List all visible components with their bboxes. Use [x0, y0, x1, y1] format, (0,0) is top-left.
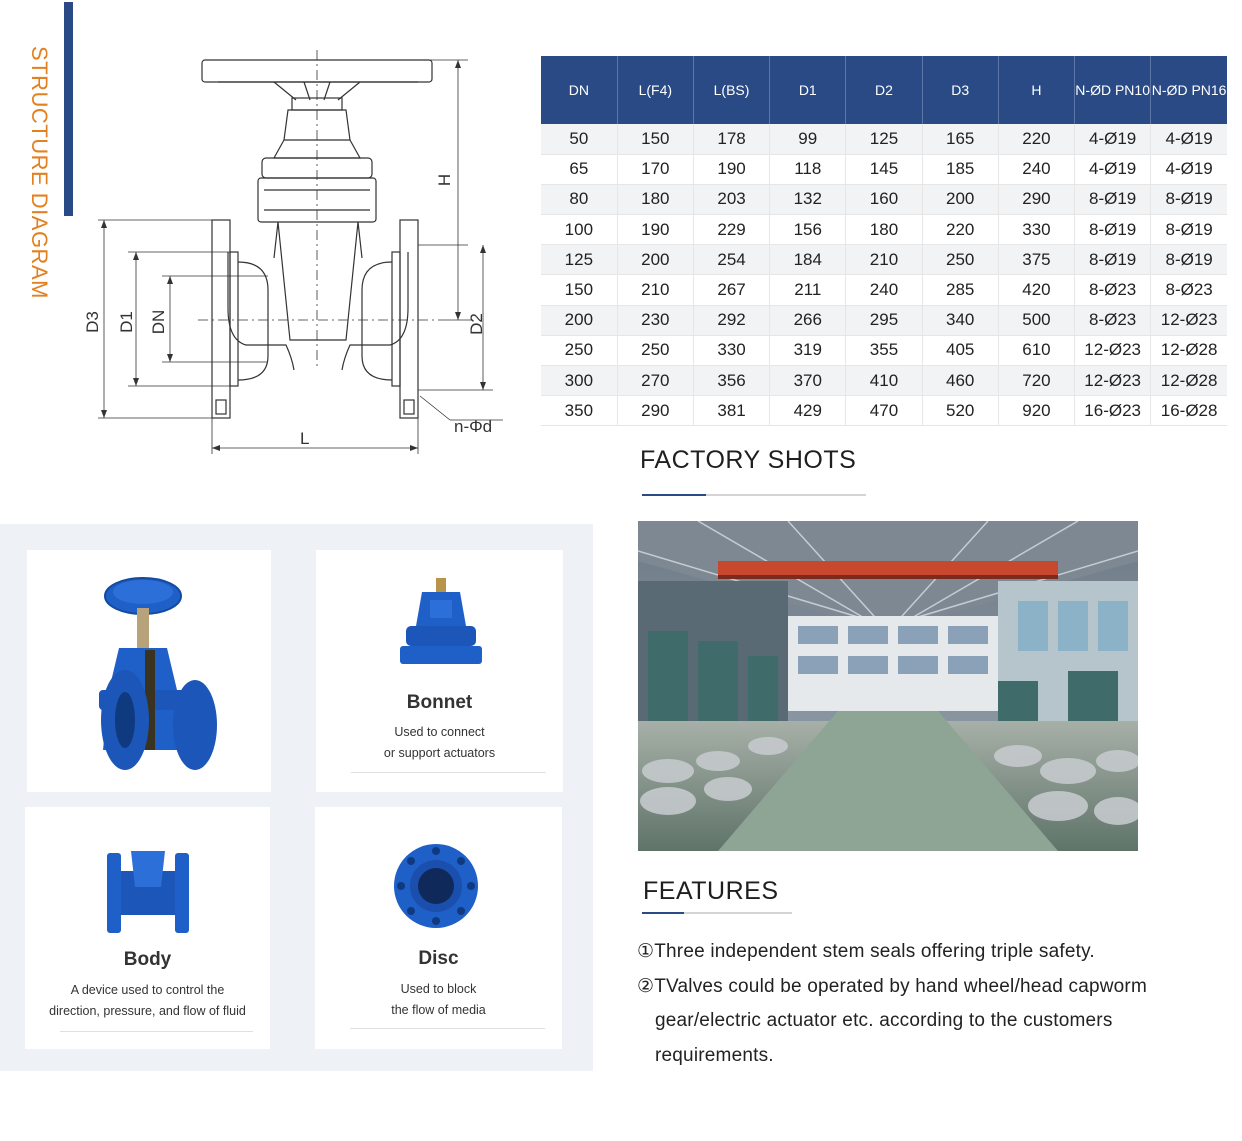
table-row — [541, 245, 1227, 275]
table-cell: 203 — [693, 184, 769, 214]
table-cell: 920 — [998, 396, 1074, 426]
table-cell: 240 — [846, 275, 922, 305]
part-desc: the flow of media — [391, 1003, 486, 1017]
col-header: L(BS) — [693, 56, 769, 124]
table-cell: 8-Ø19 — [1151, 184, 1227, 214]
table-cell: 8-Ø19 — [1151, 215, 1227, 245]
table-cell: 160 — [846, 184, 922, 214]
table-cell: 125 — [541, 245, 617, 275]
table-cell: 420 — [998, 275, 1074, 305]
spec-header-row — [541, 56, 1227, 124]
col-header: D3 — [922, 56, 998, 124]
col-header: D1 — [770, 56, 846, 124]
table-cell: 285 — [922, 275, 998, 305]
table-cell: 132 — [770, 184, 846, 214]
table-cell: 184 — [770, 245, 846, 275]
table-cell: 410 — [846, 366, 922, 396]
table-cell: 4-Ø19 — [1075, 154, 1151, 184]
table-cell: 220 — [922, 215, 998, 245]
table-row — [541, 275, 1227, 305]
table-cell: 65 — [541, 154, 617, 184]
table-cell: 720 — [998, 366, 1074, 396]
table-cell: 210 — [617, 275, 693, 305]
table-cell: 180 — [617, 184, 693, 214]
col-header: DN — [541, 56, 617, 124]
table-cell: 295 — [846, 305, 922, 335]
table-cell: 520 — [922, 396, 998, 426]
table-cell: 80 — [541, 184, 617, 214]
part-desc: direction, pressure, and flow of fluid — [49, 1004, 246, 1018]
part-card-bonnet — [316, 550, 563, 792]
col-header: L(F4) — [617, 56, 693, 124]
valve-structure-drawing — [78, 40, 538, 460]
table-cell: 185 — [922, 154, 998, 184]
body-image — [105, 847, 191, 937]
table-cell: 50 — [541, 124, 617, 154]
col-header: D2 — [846, 56, 922, 124]
factory-photo — [638, 521, 1138, 851]
table-cell: 200 — [617, 245, 693, 275]
label-l: L — [300, 429, 310, 448]
table-cell: 150 — [541, 275, 617, 305]
feature-item-2: ②TValves could be operated by hand wheel/head capworm — [637, 976, 1147, 997]
table-cell: 405 — [922, 335, 998, 365]
table-cell: 12-Ø23 — [1151, 305, 1227, 335]
table-cell: 500 — [998, 305, 1074, 335]
table-cell: 240 — [998, 154, 1074, 184]
table-cell: 254 — [693, 245, 769, 275]
label-h: H — [435, 173, 454, 187]
title-accent-bar — [64, 2, 73, 216]
label-d3: D3 — [83, 311, 102, 333]
table-cell: 8-Ø19 — [1075, 215, 1151, 245]
label-d1: D1 — [117, 311, 136, 333]
table-cell: 8-Ø19 — [1151, 245, 1227, 275]
features-title: FEATURES — [643, 877, 779, 905]
table-cell: 200 — [541, 305, 617, 335]
label-nphid: n-Φd — [454, 417, 493, 436]
table-cell: 330 — [998, 215, 1074, 245]
table-cell: 220 — [998, 124, 1074, 154]
table-cell: 210 — [846, 245, 922, 275]
table-cell: 4-Ø19 — [1151, 154, 1227, 184]
table-cell: 250 — [617, 335, 693, 365]
part-name: Bonnet — [406, 692, 473, 713]
part-desc: A device used to control the — [70, 983, 225, 997]
table-cell: 12-Ø28 — [1151, 366, 1227, 396]
table-cell: 270 — [617, 366, 693, 396]
label-dn: DN — [149, 309, 168, 335]
table-cell: 190 — [693, 154, 769, 184]
table-row — [541, 335, 1227, 365]
table-cell: 319 — [770, 335, 846, 365]
table-cell: 460 — [922, 366, 998, 396]
table-cell: 8-Ø19 — [1075, 184, 1151, 214]
table-cell: 229 — [693, 215, 769, 245]
table-cell: 16-Ø23 — [1075, 396, 1151, 426]
table-cell: 350 — [541, 396, 617, 426]
table-cell: 99 — [770, 124, 846, 154]
table-cell: 180 — [846, 215, 922, 245]
table-cell: 170 — [617, 154, 693, 184]
table-cell: 340 — [922, 305, 998, 335]
table-cell: 370 — [770, 366, 846, 396]
table-cell: 165 — [922, 124, 998, 154]
spec-table — [541, 56, 1227, 426]
table-cell: 290 — [617, 396, 693, 426]
table-cell: 178 — [693, 124, 769, 154]
table-cell: 266 — [770, 305, 846, 335]
part-card-disc — [315, 807, 562, 1049]
table-cell: 12-Ø23 — [1075, 335, 1151, 365]
gate-valve-image — [27, 550, 271, 792]
table-cell: 150 — [617, 124, 693, 154]
table-cell: 8-Ø23 — [1151, 275, 1227, 305]
table-cell: 125 — [846, 124, 922, 154]
divider — [60, 1031, 253, 1032]
table-cell: 381 — [693, 396, 769, 426]
bonnet-image — [396, 576, 486, 672]
table-cell: 470 — [846, 396, 922, 426]
table-cell: 8-Ø23 — [1075, 305, 1151, 335]
col-header: H — [998, 56, 1074, 124]
table-cell: 12-Ø23 — [1075, 366, 1151, 396]
table-cell: 610 — [998, 335, 1074, 365]
divider — [350, 1028, 545, 1029]
table-cell: 290 — [998, 184, 1074, 214]
table-cell: 230 — [617, 305, 693, 335]
spec-table-body — [541, 124, 1227, 426]
table-cell: 355 — [846, 335, 922, 365]
table-cell: 356 — [693, 366, 769, 396]
table-cell: 375 — [998, 245, 1074, 275]
table-cell: 190 — [617, 215, 693, 245]
table-row — [541, 124, 1227, 154]
table-cell: 156 — [770, 215, 846, 245]
part-name: Disc — [418, 948, 459, 969]
table-cell: 8-Ø23 — [1075, 275, 1151, 305]
factory-title-underline — [642, 494, 866, 496]
label-d2: D2 — [467, 313, 486, 335]
table-cell: 211 — [770, 275, 846, 305]
part-card-body — [25, 807, 270, 1049]
col-header: N-ØD PN16 — [1151, 56, 1227, 124]
col-header: N-ØD PN10 — [1075, 56, 1151, 124]
table-cell: 8-Ø19 — [1075, 245, 1151, 275]
table-cell: 145 — [846, 154, 922, 184]
structure-diagram-title: STRUCTURE DIAGRAM — [27, 46, 52, 299]
factory-shots-title: FACTORY SHOTS — [640, 446, 857, 474]
table-cell: 16-Ø28 — [1151, 396, 1227, 426]
divider — [351, 772, 546, 773]
table-row — [541, 305, 1227, 335]
part-card-valve — [27, 550, 271, 792]
table-cell: 118 — [770, 154, 846, 184]
table-cell: 300 — [541, 366, 617, 396]
table-row — [541, 215, 1227, 245]
table-cell: 250 — [922, 245, 998, 275]
part-desc: or support actuators — [383, 746, 496, 760]
table-row — [541, 184, 1227, 214]
table-row — [541, 366, 1227, 396]
feature-item-1: ①Three independent stem seals offering triple safety. — [637, 941, 1095, 962]
table-cell: 200 — [922, 184, 998, 214]
table-cell: 330 — [693, 335, 769, 365]
features-title-underline — [642, 912, 792, 914]
table-cell: 100 — [541, 215, 617, 245]
table-row — [541, 396, 1227, 426]
table-cell: 4-Ø19 — [1075, 124, 1151, 154]
feature-item-2-cont: gear/electric actuator etc. according to the customers — [655, 1010, 1113, 1031]
table-cell: 12-Ø28 — [1151, 335, 1227, 365]
part-desc: Used to block — [400, 982, 477, 996]
disc-image — [391, 841, 481, 931]
part-desc: Used to connect — [394, 725, 485, 739]
feature-item-2-end: requirements. — [655, 1045, 774, 1066]
table-row — [541, 154, 1227, 184]
table-cell: 250 — [541, 335, 617, 365]
table-cell: 292 — [693, 305, 769, 335]
table-cell: 4-Ø19 — [1151, 124, 1227, 154]
table-cell: 429 — [770, 396, 846, 426]
table-cell: 267 — [693, 275, 769, 305]
part-name: Body — [123, 949, 172, 970]
